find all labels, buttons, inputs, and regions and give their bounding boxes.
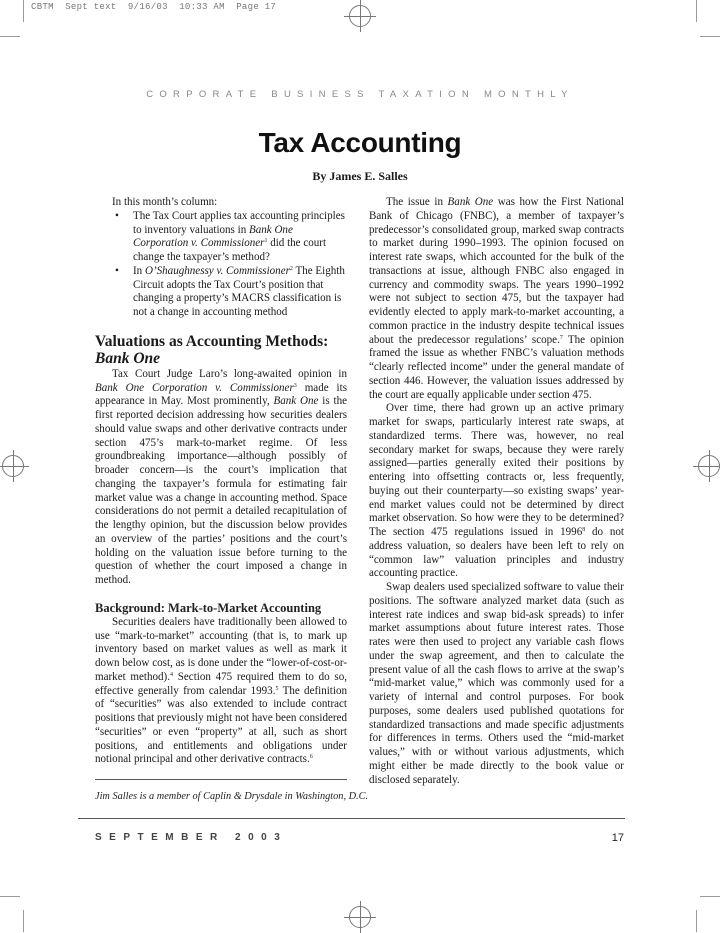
print-slug: CBTM Sept text 9/16/03 10:33 AM Page 17	[31, 2, 277, 12]
author-footnote: Jim Salles is a member of Caplin & Drysdale in Washington, D.C.	[95, 791, 369, 802]
byline: By James E. Salles	[312, 169, 408, 183]
section-heading: Valuations as Accounting Methods:	[95, 332, 329, 350]
crop-mark	[700, 896, 720, 897]
registration-mark-icon	[349, 5, 371, 27]
left-column	[95, 196, 347, 767]
paragraph: The issue in Bank One was how the First National Bank of Chicago (FNBC), a member of taxpayer’s predecessor’s consolidated group, marked swap contracts to market during 1990–1993. The opinion focused on interest rate swaps, which accounted for the bulk of the transactions at issue, although FNBC also engaged in currency and commodity swaps. The years 1990–1992 were not subject to section 475, but the taxpayer had evidently elected to apply mark-to-market accounting, a common practice in the industry despite technical issues about the predecessor regulations’ scope.$^7$ The opinion framed the issue as whether FNBC’s valuation methods “clearly reflected income” under the general mandate of section 446. However, the valuation issues addressed by the court are equally applicable under section 475.	[369, 196, 625, 401]
issue-date: SEPTEMBER 2003	[95, 832, 288, 843]
footnote-divider	[95, 779, 347, 780]
right-column	[369, 196, 624, 787]
paragraph: Swap dealers used specialized software to value their positions. The software analyzed market data (such as interest rate indices and swap bid-ask spreads) to infer market assumptions about future interest rates. Those rates were then used to project any variable cash flows under the swap agreement, and then to calculate the present value of all the cash flows to arrive at the swap’s “mid-market value,” which was commonly used for a variety of internal and control purposes. For book purposes, some dealers used published quotations for standardized transactions and made specific adjustments for differences in terms. Others used the “mid-market values,” with or without various adjustments, which might either be made directly to the book value or disclosed separately.	[369, 581, 624, 786]
list-item: • The Tax Court applies tax accounting principles to inventory valuations in Bank One Corporation v. Commissioner$^1$ did the court change the taxpayer’s method?	[133, 210, 347, 265]
crop-mark	[700, 36, 720, 37]
column-intro: In this month’s column:	[112, 196, 218, 208]
registration-mark-icon	[698, 455, 720, 477]
footer-divider	[78, 818, 625, 819]
registration-mark-icon	[2, 455, 24, 477]
paragraph: Tax Court Judge Laro’s long-awaited opinion in Bank One Corporation v. Commissioner$^3$ made its appearance in May. Most prominently, Bank One is the first reported decision addressing how securities dealers should value swaps and other derivative contracts under section 475’s mark-to-market regime. Of less groundbreaking importance—although possibly of broader concern—is the court’s implication that changing the taxpayer’s formula for estimating fair market value was a change in accounting method. Space considerations do not permit a detailed recapitulation of the lengthy opinion, but the discussion below provides an overview of the parties’ positions and the court’s holding on the valuation issue before turning to the question of whether the court imposed a change in method.	[95, 367, 348, 586]
section-subheading: Bank One	[95, 349, 161, 367]
crop-mark	[0, 896, 20, 897]
page-number: 17	[611, 832, 624, 844]
paragraph: Securities dealers have traditionally been allowed to use “mark-to-market” accounting (that is, to mark up inventory based on market values as well as mark it down below cost, as is done under the “lower-of-cost-or-market method).$^4$ Section 475 required them to do so, effective generally from calendar 1993.$^5$ The definition of “securities” was also extended to include contract positions that previously might not have been considered “securities” or even “property” at all, such as short positions, and entitlements and obligations under notional principal and other derivative contracts.$^6$	[95, 615, 348, 766]
crop-mark	[23, 0, 24, 22]
crop-mark	[23, 910, 24, 932]
registration-mark-icon	[349, 906, 371, 928]
running-head: CORPORATE BUSINESS TAXATION MONTHLY	[146, 89, 574, 100]
list-item: • In O’Shaughnessy v. Commissioner$^2$ The Eighth Circuit adopts the Tax Court’s position that changing a property’s MACRS classification is not a change in accounting method	[133, 265, 347, 320]
bullet-list	[95, 210, 347, 320]
crop-mark	[696, 0, 697, 22]
crop-mark	[0, 36, 20, 37]
section-heading: Background: Mark-to-Market Accounting	[95, 600, 322, 615]
crop-mark	[696, 910, 697, 932]
paragraph: Over time, there had grown up an active primary market for swaps, particularly interest rate swaps, at standardized terms. There was, however, no real secondary market for swaps, because they were rarely assigned—parties generally exited their positions by entering into offsetting contracts or, less frequently, buying out their counterparty—so existing swaps’ year-end market values could not be determined by direct market observation. So how were they to be determined? The section 475 regulations issued in 1996$^8$ do not address valuation, so dealers have been left to rely on “common law” valuation principles and industry accounting practice.	[369, 402, 624, 580]
article-title: Tax Accounting	[258, 127, 462, 158]
